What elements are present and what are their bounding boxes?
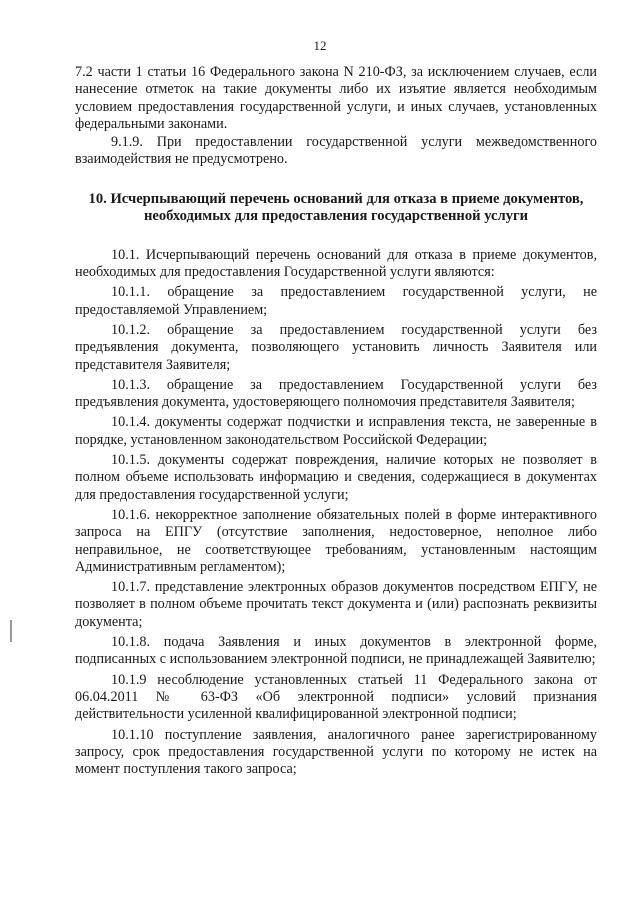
paragraph-10-1-9: 10.1.9 несоблюдение установленных статьей 11 Федерального закона от 06.04.2011 № 63-ФЗ «Об электронной подписи» условий признания действительности усиленной квалифицированной электронной подписи;: [75, 671, 597, 723]
paragraph-10-1-6: 10.1.6. некорректное заполнение обязательных полей в форме интерактивного запроса на ЕПГУ (отсутствие заполнения, недостоверное, неполное либо неправильное, не соответствующее требованиям, установленным настоящим Административным регламентом);: [75, 506, 597, 575]
scan-margin-mark: [10, 620, 12, 642]
section-heading: 10. Исчерпывающий перечень оснований для отказа в приеме документов, необходимых для предоставления государственной услуги: [88, 190, 584, 225]
intro-continuation-paragraph: 7.2 части 1 статьи 16 Федерального закона N 210-ФЗ, за исключением случаев, если нанесение отметок на такие документы либо их изъятие является необходимым условием предоставления государственной услуги, и иных случаев, установленных федеральными законами.: [75, 64, 597, 132]
section-10-list: [75, 247, 597, 779]
paragraph-10-1-5: 10.1.5. документы содержат повреждения, наличие которых не позволяет в полном объеме использовать информацию и сведения, содержащиеся в документах для предоставления государственной услуги;: [75, 452, 597, 503]
paragraph-10-1: 10.1. Исчерпывающий перечень оснований для отказа в приеме документов, необходимых для предоставления Государственной услуги являются:: [75, 246, 597, 281]
paragraph-10-1-10: 10.1.10 поступление заявления, аналогичного ранее зарегистрированному запросу, срок предоставления государственной услуги по которому не истек на момент поступления такого запроса;: [75, 726, 597, 778]
paragraph-10-1-1: 10.1.1. обращение за предоставлением государственной услуги, не предоставляемой Управлением;: [75, 284, 597, 318]
paragraph-10-1-4: 10.1.4. документы содержат подчистки и исправления текста, не заверенные в порядке, установленном законодательством Российской Федерации;: [75, 414, 597, 448]
paragraph-10-1-8: 10.1.8. подача Заявления и иных документов в электронной форме, подписанных с использованием электронной подписи, не принадлежащей Заявителю;: [75, 634, 597, 668]
paragraph-10-1-7: 10.1.7. представление электронных образов документов посредством ЕПГУ, не позволяет в полном объеме прочитать текст документа и (или) распознать реквизиты документа;: [75, 579, 597, 630]
document-body: [75, 64, 597, 781]
paragraph-9-1-9: 9.1.9. При предоставлении государственной услуги межведомственного взаимодействия не предусмотрено.: [75, 134, 597, 168]
paragraph-10-1-2: 10.1.2. обращение за предоставлением государственной услуги без предъявления документа, позволяющего установить личность Заявителя или представителя Заявителя;: [75, 321, 597, 373]
page-number: 12: [313, 38, 327, 53]
paragraph-10-1-3: 10.1.3. обращение за предоставлением Государственной услуги без предъявления документа, удостоверяющего полномочия представителя Заявителя;: [75, 376, 597, 411]
